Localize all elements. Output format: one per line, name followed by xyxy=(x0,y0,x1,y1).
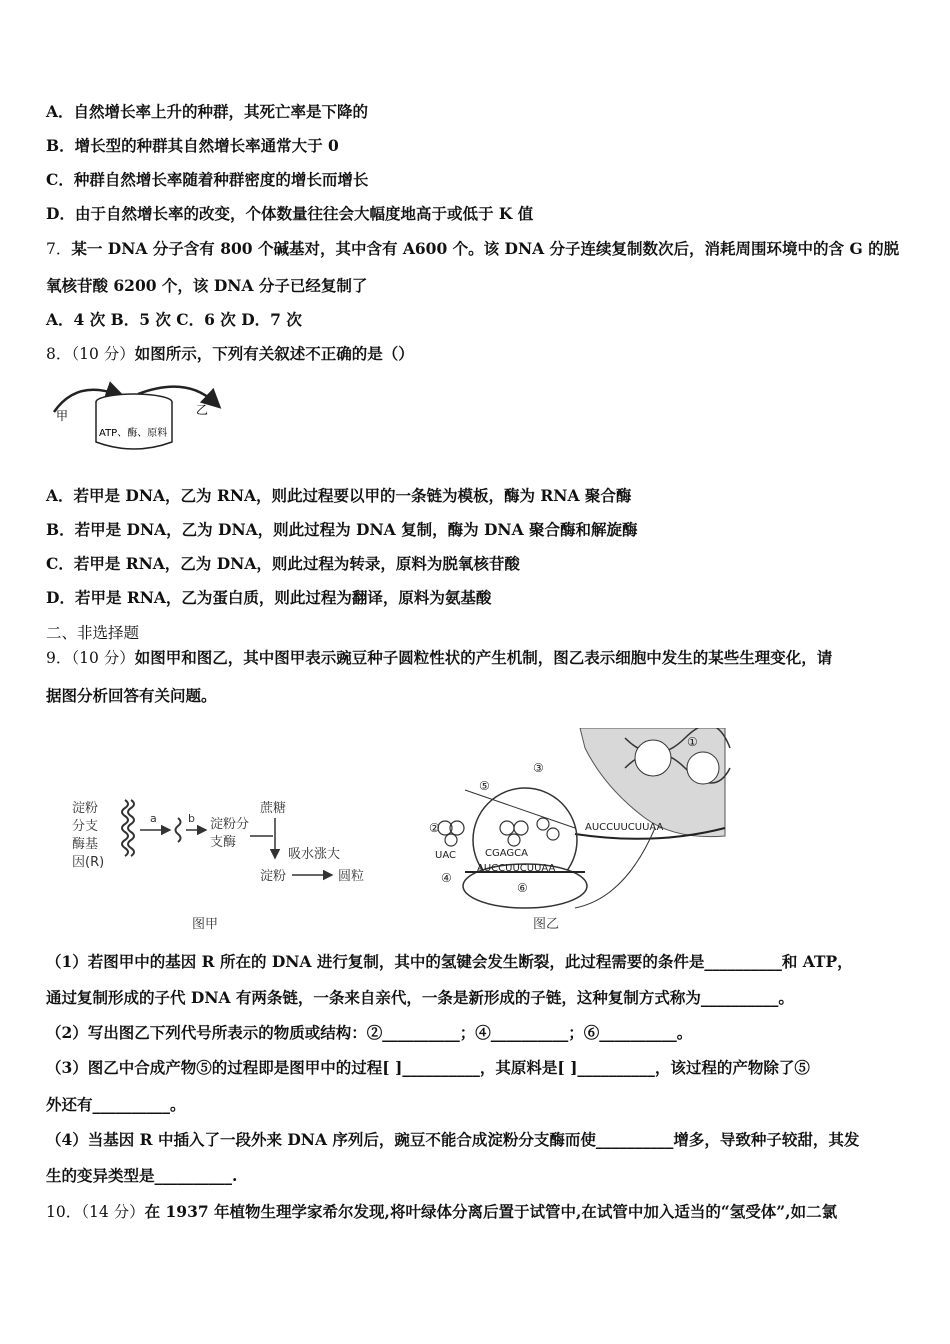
q9-sub4-line2: 生的变异类型是__________. xyxy=(46,1166,238,1185)
label-a: a xyxy=(150,812,157,825)
q10-text-1: 在 1937 年植物生理学家希尔发现,将叶绿体分离后置于试管中,在试管中加入适当的“氢受体”,如二氯 xyxy=(144,1202,838,1221)
gene-label-2: 分支 xyxy=(72,819,99,834)
gene-label-3: 酶基 xyxy=(72,837,99,852)
round-label: 圆粒 xyxy=(338,869,365,884)
sucrose-label: 蔗糖 xyxy=(260,801,287,816)
q9-sub2: （2）写出图乙下列代号所表示的物质或结构：②__________；④__________；⑥__________。 xyxy=(46,1023,693,1042)
q6-option-c: C．种群自然增长率随着种群密度的增长而增长 xyxy=(46,170,369,189)
q7-text-1: 某一 DNA 分子含有 800 个碱基对，其中含有 A600 个。该 DNA 分子连续复制数次后，消耗周围环境中的含 G 的脱 xyxy=(71,239,900,258)
q9-stem-line1 xyxy=(46,648,910,668)
q6-option-a: A．自然增长率上升的种群，其死亡率是下降的 xyxy=(46,102,369,121)
mark-4: ④ xyxy=(441,871,452,885)
q9-sub1-line2: 通过复制形成的子代 DNA 有两条链，一条来自亲代，一条是新形成的子链，这种复制方式称为__________。 xyxy=(46,988,794,1007)
q8-option-c: C．若甲是 RNA，乙为 DNA，则此过程为转录，原料为脱氧核苷酸 xyxy=(46,554,520,573)
mark-2: ② xyxy=(429,821,440,835)
q8-stem-text: 如图所示，下列有关叙述不正确的是（） xyxy=(134,344,414,363)
figure-yi xyxy=(425,728,735,940)
q9-text-1: 如图甲和图乙，其中图甲表示豌豆种子圆粒性状的产生机制，图乙表示细胞中发生的某些生理变化，请 xyxy=(134,648,833,667)
q7-stem-line2: 氧核苷酸 6200 个，该 DNA 分子已经复制了 xyxy=(46,276,368,295)
q6-option-d: D．由于自然增长率的改变，个体数量往往会大幅度地高于或低于 K 值 xyxy=(46,204,534,223)
q10-number: 10．（14 分） xyxy=(46,1203,145,1221)
mark-6: ⑥ xyxy=(517,881,528,895)
enzyme-label-2: 支酶 xyxy=(210,835,237,850)
q8-figure-right-label: 乙 xyxy=(196,403,209,417)
enzyme-label-1: 淀粉分 xyxy=(210,817,250,832)
q9-number: 9．（10 分） xyxy=(46,649,135,667)
q8-option-a: A．若甲是 DNA，乙为 RNA，则此过程要以甲的一条链为模板，酶为 RNA 聚合酶 xyxy=(46,486,632,505)
helix-hatch-1 xyxy=(635,740,671,776)
caption-jia: 图甲 xyxy=(192,917,219,932)
anticodon-1: UAC xyxy=(435,850,456,861)
label-b: b xyxy=(188,812,195,825)
mark-1: ① xyxy=(687,735,698,749)
starch-label: 淀粉 xyxy=(260,869,287,884)
chain-line xyxy=(465,790,575,828)
seq-top: AUCCUUCUUAA xyxy=(585,822,664,833)
mark-5: ⑤ xyxy=(479,779,490,793)
q8-stem xyxy=(46,344,910,364)
q9-sub1-line1: （1）若图甲中的基因 R 所在的 DNA 进行复制，其中的氢键会发生断裂，此过程需要的条件是__________和 ATP， xyxy=(46,952,853,971)
q10-stem xyxy=(46,1202,910,1222)
q8-figure-left-label: 甲 xyxy=(56,409,69,423)
cylinder-body xyxy=(96,402,172,449)
q9-sub3-line2: 外还有__________。 xyxy=(46,1095,186,1114)
section-title: 二、非选择题 xyxy=(46,624,140,642)
q9-sub3-line1: （3）图乙中合成产物⑤的过程即是图甲中的过程[ ]__________，其原料是[ ]__________，该过程的产物除了⑤ xyxy=(46,1058,810,1077)
q7-options: A．4 次 B．5 次 C．6 次 D．7 次 xyxy=(46,310,302,329)
q9-sub4-line1: （4）当基因 R 中插入了一段外来 DNA 序列后，豌豆不能合成淀粉分支酶而使__________增多，导致种子较甜，其发 xyxy=(46,1130,860,1149)
q8-number: 8．（10 分） xyxy=(46,345,135,363)
q7-number: 7． xyxy=(46,240,72,258)
helix-hatch-2 xyxy=(687,752,719,784)
q8-figure-cylinder-label: ATP、酶、原料 xyxy=(99,428,168,439)
dna-helix-2 xyxy=(128,800,134,856)
q8-figure xyxy=(46,380,246,460)
q7-stem-line1 xyxy=(46,239,910,259)
mrna-wave xyxy=(176,818,181,842)
trna-shapes xyxy=(438,818,559,846)
caption-yi: 图乙 xyxy=(533,917,560,932)
water-label: 吸水涨大 xyxy=(288,847,341,862)
mark-3: ③ xyxy=(533,761,544,775)
gene-label-1: 淀粉 xyxy=(72,801,99,816)
q9-stem-line2: 据图分析回答有关问题。 xyxy=(46,686,217,705)
q8-option-b: B．若甲是 DNA，乙为 DNA，则此过程为 DNA 复制，酶为 DNA 聚合酶和解旋酶 xyxy=(46,520,638,539)
q8-option-d: D．若甲是 RNA，乙为蛋白质，则此过程为翻译，原料为氨基酸 xyxy=(46,588,492,607)
anticodon-2: CGAGCA xyxy=(485,848,528,859)
seq-bottom: AUCCUUCUUAA xyxy=(477,863,556,874)
figure-jia xyxy=(70,790,400,940)
q6-option-b: B．增长型的种群其自然增长率通常大于 0 xyxy=(46,136,339,155)
transport-line xyxy=(575,828,655,908)
gene-label-4: 因(R) xyxy=(72,855,105,870)
